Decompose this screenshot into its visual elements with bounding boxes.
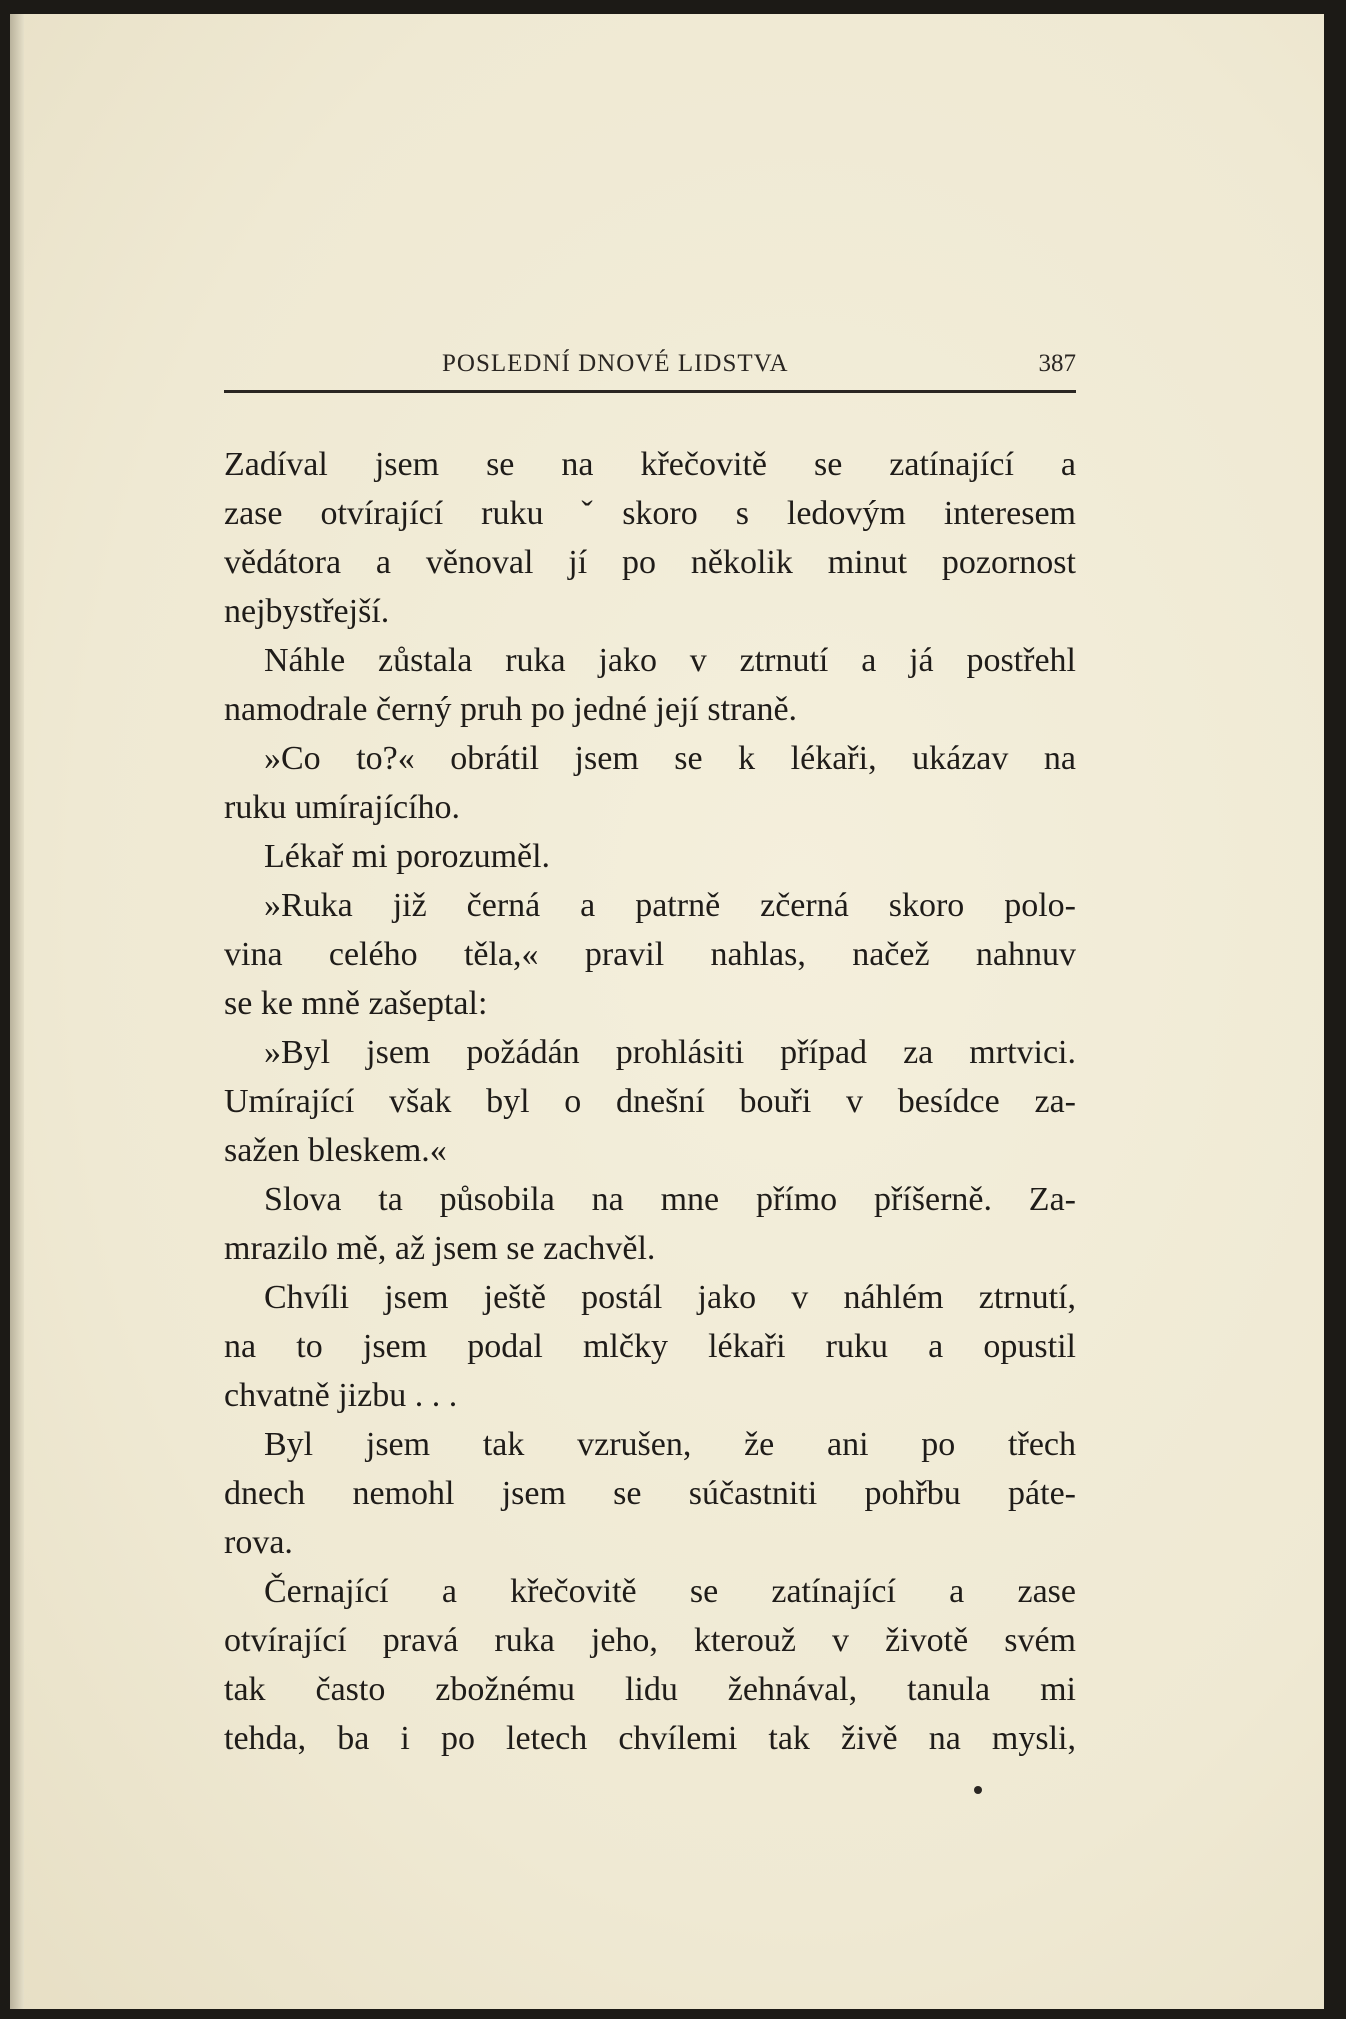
body-text <box>224 440 1076 1763</box>
text-line: se ke mně zašeptal: <box>224 985 488 1022</box>
binding-edge <box>10 14 24 2009</box>
text-line: »Ruka již černá a patrně zčerná skoro polo- <box>264 887 1076 924</box>
text-line: Zadíval jsem se na křečovitě se zatínající a <box>224 446 1076 483</box>
text-line: »Co to?« obrátil jsem se k lékaři, ukázav na <box>264 740 1076 777</box>
text-line: Chvíli jsem ještě postál jako v náhlém ztrnutí, <box>264 1279 1076 1316</box>
text-line: otvírající pravá ruka jeho, kterouž v životě svém <box>224 1622 1076 1659</box>
text-line: namodrale černý pruh po jedné její straně. <box>224 691 798 728</box>
text-line: sažen bleskem.« <box>224 1132 447 1169</box>
page-number: 387 <box>1038 350 1076 377</box>
text-line: ruku umírajícího. <box>224 789 461 826</box>
running-title: POSLEDNÍ DNOVÉ LIDSTVA <box>442 350 789 377</box>
text-line: Černající a křečovitě se zatínající a zase <box>264 1573 1076 1610</box>
header-rule <box>224 390 1076 393</box>
text-line: na to jsem podal mlčky lékaři ruku a opustil <box>224 1328 1076 1365</box>
text-line: rova. <box>224 1524 293 1561</box>
printers-mark <box>974 1786 982 1794</box>
text-line: zase otvírající ruku ˇskoro s ledovým interesem <box>224 495 1076 532</box>
text-line: »Byl jsem požádán prohlásiti případ za mrtvici. <box>264 1034 1076 1071</box>
text-line: mrazilo mě, až jsem se zachvěl. <box>224 1230 656 1267</box>
text-line: tak často zbožnému lidu žehnával, tanula mi <box>224 1671 1076 1708</box>
text-line: tehda, ba i po letech chvílemi tak živě na mysli, <box>224 1720 1076 1757</box>
text-line: Náhle zůstala ruka jako v ztrnutí a já postřehl <box>264 642 1076 679</box>
text-line: vina celého těla,« pravil nahlas, načež nahnuv <box>224 936 1076 973</box>
text-line: nejbystřejší. <box>224 593 390 630</box>
text-line: chvatně jizbu . . . <box>224 1377 458 1414</box>
text-line: Umírající však byl o dnešní bouři v besídce za- <box>224 1083 1076 1120</box>
text-line: Byl jsem tak vzrušen, že ani po třech <box>264 1426 1076 1463</box>
text-line: Slova ta působila na mne přímo příšerně. Za- <box>264 1181 1076 1218</box>
text-line: Lékař mi porozuměl. <box>264 838 551 875</box>
text-line: vědátora a věnoval jí po několik minut pozornost <box>224 544 1076 581</box>
text-line: dnech nemohl jsem se súčastniti pohřbu páte- <box>224 1475 1076 1512</box>
running-head <box>224 346 1076 394</box>
